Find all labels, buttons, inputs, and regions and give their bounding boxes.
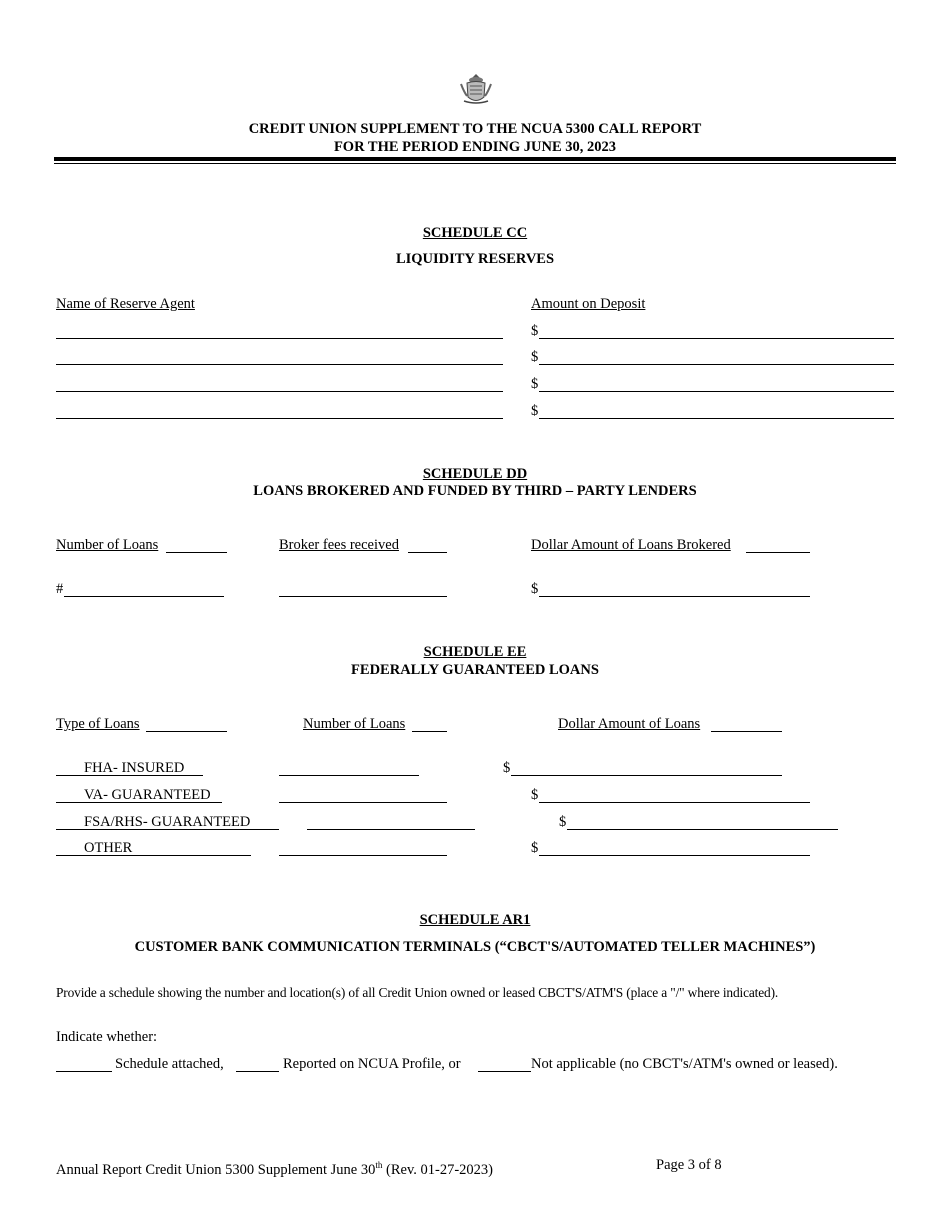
- deposit-amount-field-1[interactable]: [539, 338, 894, 339]
- not-applicable-blank[interactable]: [478, 1071, 531, 1072]
- reserve-agent-header: Name of Reserve Agent: [56, 296, 195, 312]
- ee-va-amount-field[interactable]: [539, 802, 810, 803]
- ee-row-label: FSA/RHS- GUARANTEED: [84, 814, 251, 830]
- currency-symbol: $: [531, 403, 539, 419]
- header-underline-extension: [408, 552, 447, 553]
- ee-number-of-loans-header: Number of Loans: [303, 716, 406, 732]
- ar1-indicate-label: Indicate whether:: [56, 1029, 158, 1045]
- dd-dollar-amount-header: Dollar Amount of Loans Brokered: [531, 537, 731, 553]
- header-underline-extension: [711, 731, 782, 732]
- header-rule-thin: [54, 163, 896, 164]
- dd-broker-fees-field[interactable]: [279, 596, 447, 597]
- deposit-amount-field-2[interactable]: [539, 364, 894, 365]
- report-title: CREDIT UNION SUPPLEMENT TO THE NCUA 5300 CALL REPORT: [248, 121, 702, 137]
- currency-symbol: $: [531, 323, 539, 339]
- schedule-dd-label: SCHEDULE DD: [422, 466, 528, 482]
- deposit-amount-field-3[interactable]: [539, 391, 894, 392]
- ee-type-of-loans-header: Type of Loans: [56, 716, 140, 732]
- currency-symbol: $: [531, 787, 539, 803]
- ee-other-amount-field[interactable]: [539, 855, 810, 856]
- schedule-cc-title: LIQUIDITY RESERVES: [395, 251, 555, 267]
- report-period: FOR THE PERIOD ENDING JUNE 30, 2023: [333, 139, 617, 155]
- dd-dollar-amount-field[interactable]: [539, 596, 810, 597]
- footer-form-name: [56, 1157, 493, 1179]
- schedule-ee-title: FEDERALLY GUARANTEED LOANS: [351, 662, 599, 678]
- ee-other-number-field[interactable]: [279, 855, 447, 856]
- footer-superscript: th: [375, 1160, 383, 1170]
- state-seal-icon: [458, 70, 494, 106]
- header-underline-extension: [746, 552, 810, 553]
- schedule-dd-title: LOANS BROKERED AND FUNDED BY THIRD – PARTY LENDERS: [253, 483, 697, 499]
- ee-fsa-number-field[interactable]: [307, 829, 475, 830]
- ee-fha-number-field[interactable]: [279, 775, 419, 776]
- schedule-attached-option: Schedule attached,: [115, 1056, 224, 1072]
- currency-symbol: $: [559, 814, 567, 830]
- ee-row-label: OTHER: [84, 840, 133, 856]
- schedule-ee-label: SCHEDULE EE: [423, 644, 527, 660]
- currency-symbol: $: [503, 760, 511, 776]
- header-rule-thick: [54, 157, 896, 161]
- ncua-profile-option: Reported on NCUA Profile, or: [283, 1056, 461, 1072]
- deposit-amount-field-4[interactable]: [539, 418, 894, 419]
- ee-dollar-amount-header: Dollar Amount of Loans: [558, 716, 701, 732]
- reserve-agent-field-4[interactable]: [56, 418, 503, 419]
- ee-fha-amount-field[interactable]: [511, 775, 782, 776]
- schedule-ar1-title: CUSTOMER BANK COMMUNICATION TERMINALS (“CBCT'S/AUTOMATED TELLER MACHINES”): [134, 939, 816, 955]
- schedule-cc-label: SCHEDULE CC: [422, 225, 528, 241]
- currency-symbol: $: [531, 581, 539, 597]
- dd-broker-fees-header: Broker fees received: [279, 537, 399, 553]
- footer-revision: (Rev. 01-27-2023): [386, 1161, 493, 1178]
- ar1-instructions: Provide a schedule showing the number and location(s) of all Credit Union owned or leased CBCT'S/ATM'S (place a "/" where indicated).: [56, 985, 779, 1000]
- footer-form-title: Annual Report Credit Union 5300 Supplement June 30: [56, 1161, 376, 1178]
- reserve-agent-field-2[interactable]: [56, 364, 503, 365]
- header-underline-extension: [166, 552, 227, 553]
- schedule-ar1-label: SCHEDULE AR1: [419, 912, 531, 928]
- page-number: Page 3 of 8: [656, 1157, 722, 1173]
- dd-number-of-loans-field[interactable]: [64, 596, 224, 597]
- ee-row-label: VA- GUARANTEED: [84, 787, 211, 803]
- header-underline-extension: [412, 731, 447, 732]
- ee-fsa-amount-field[interactable]: [567, 829, 838, 830]
- ee-row-label: FHA- INSURED: [84, 760, 185, 776]
- currency-symbol: $: [531, 349, 539, 365]
- header-underline-extension: [146, 731, 227, 732]
- ee-va-number-field[interactable]: [279, 802, 447, 803]
- reserve-agent-field-1[interactable]: [56, 338, 503, 339]
- not-applicable-option: Not applicable (no CBCT's/ATM's owned or leased).: [531, 1056, 838, 1072]
- currency-symbol: $: [531, 840, 539, 856]
- number-sign: #: [56, 581, 64, 597]
- currency-symbol: $: [531, 376, 539, 392]
- amount-on-deposit-header: Amount on Deposit: [531, 296, 646, 312]
- dd-number-of-loans-header: Number of Loans: [56, 537, 159, 553]
- reserve-agent-field-3[interactable]: [56, 391, 503, 392]
- ncua-profile-blank[interactable]: [236, 1071, 279, 1072]
- schedule-attached-blank[interactable]: [56, 1071, 112, 1072]
